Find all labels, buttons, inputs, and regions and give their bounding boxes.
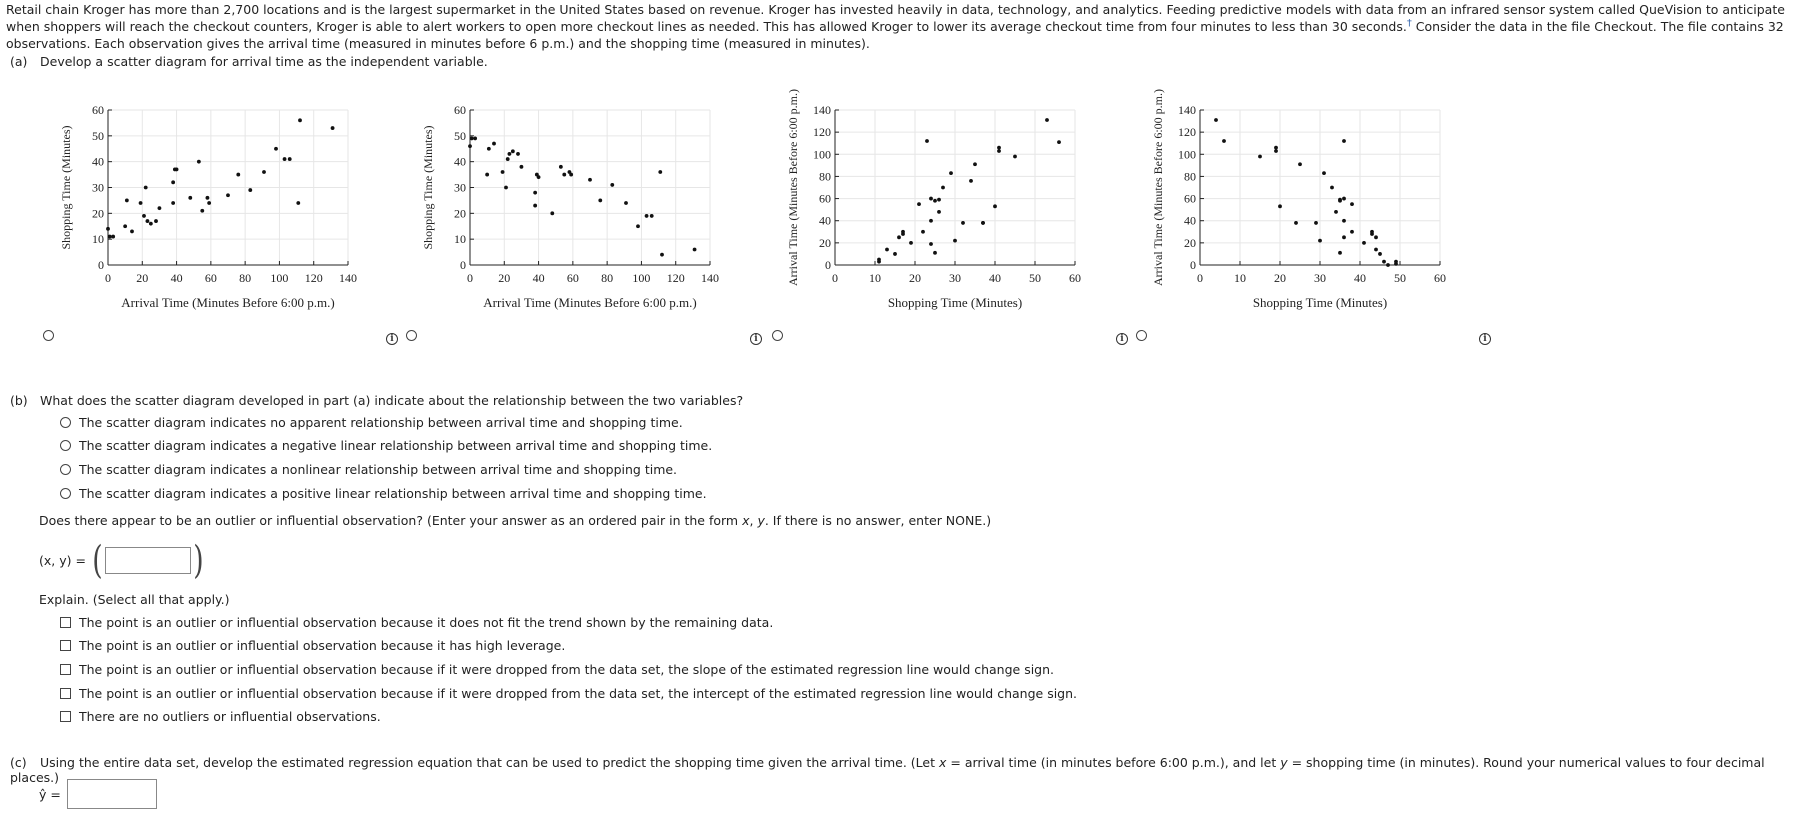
chart-4-radio[interactable]	[1136, 330, 1147, 341]
chart-3-info-icon[interactable]: i	[1116, 333, 1128, 345]
x-tick-label: 10	[1234, 271, 1246, 285]
radio-button[interactable]	[60, 417, 71, 428]
option-label: The scatter diagram indicates a negative linear relationship between arrival time and shopping time.	[79, 438, 713, 453]
problem-intro	[6, 1, 1794, 52]
option-label: The scatter diagram indicates a nonlinear relationship between arrival time and shopping time.	[79, 462, 678, 477]
y-tick-label: 0	[460, 258, 466, 272]
data-point	[262, 170, 266, 174]
regression-answer-row	[39, 779, 157, 809]
option-label: The point is an outlier or influential observation because if it were dropped from the data set, the slope of the estimated regression line would change sign.	[79, 662, 1055, 677]
data-point	[1045, 118, 1049, 122]
data-point	[981, 221, 985, 225]
data-point	[937, 210, 941, 214]
data-point	[125, 199, 129, 203]
part-c	[10, 755, 1800, 785]
regression-equation-input[interactable]	[67, 779, 157, 809]
y-tick-label: 10	[92, 232, 104, 247]
data-point	[142, 214, 146, 218]
data-point	[909, 241, 913, 245]
data-point	[508, 152, 512, 156]
outlier-q-sep: ,	[749, 513, 758, 528]
close-paren: )	[193, 538, 204, 582]
checkbox[interactable]	[60, 664, 71, 675]
data-point	[953, 239, 957, 243]
data-point	[298, 118, 302, 122]
y-tick-label: 0	[98, 258, 104, 272]
data-point	[139, 201, 143, 205]
data-point	[562, 173, 566, 177]
y-tick-label: 20	[454, 206, 466, 221]
x-axis-label: Shopping Time (Minutes)	[887, 295, 1023, 310]
data-point	[588, 178, 592, 182]
explain-option-5[interactable]	[60, 709, 381, 724]
data-point	[961, 221, 965, 225]
data-point	[1382, 260, 1386, 264]
outlier-q-x: x	[742, 513, 750, 528]
x-tick-label: 60	[1069, 271, 1081, 285]
y-tick-label: 20	[92, 206, 104, 221]
checkbox[interactable]	[60, 617, 71, 628]
radio-button[interactable]	[60, 464, 71, 475]
intro-text-2: Consider the data in the file Checkout. The file contains 32 observations. Each observation gives the arrival time (measured in minutes before 6 p.m.) and the shopping time (measured in minutes).	[6, 19, 1784, 51]
x-tick-label: 0	[467, 271, 473, 285]
data-point	[1342, 197, 1346, 201]
chart-4-info-icon[interactable]: i	[1479, 333, 1491, 345]
y-tick-label: 40	[1184, 213, 1196, 228]
x-axis-label: Arrival Time (Minutes Before 6:00 p.m.)	[121, 295, 335, 310]
part-c-x: x	[939, 755, 947, 770]
scatter-chart-2	[420, 80, 730, 345]
data-point	[1298, 162, 1302, 166]
relationship-option-3[interactable]	[60, 462, 677, 477]
data-point	[1374, 248, 1378, 252]
data-point	[885, 248, 889, 252]
data-point	[236, 173, 240, 177]
relationship-option-1[interactable]	[60, 415, 683, 430]
part-c-text-2: = arrival time (in minutes before 6:00 p.m.), and let	[946, 755, 1281, 770]
data-point	[200, 209, 204, 213]
outlier-q-text: Does there appear to be an outlier or influential observation? (Enter your answer as an ordered pair in the form	[39, 513, 743, 528]
y-tick-label: 100	[1178, 147, 1196, 162]
part-a	[10, 54, 488, 69]
x-tick-label: 50	[1029, 271, 1041, 285]
data-point	[901, 232, 905, 236]
data-point	[993, 204, 997, 208]
data-point	[283, 157, 287, 161]
part-b	[10, 393, 743, 408]
option-label: The point is an outlier or influential observation because it does not fit the trend shown by the remaining data.	[79, 615, 774, 630]
explain-option-3[interactable]	[60, 662, 1054, 677]
data-point	[506, 157, 510, 161]
footnote-mark[interactable]: †	[1406, 17, 1412, 29]
x-tick-label: 60	[204, 271, 217, 285]
x-tick-label: 60	[566, 271, 579, 285]
explain-option-1[interactable]	[60, 615, 773, 630]
x-axis-label: Shopping Time (Minutes)	[1252, 295, 1388, 310]
data-point	[660, 253, 664, 257]
data-point	[877, 258, 881, 262]
y-tick-label: 50	[92, 128, 104, 143]
data-point	[1334, 210, 1338, 214]
scatter-chart-3	[785, 80, 1095, 345]
data-point	[501, 170, 505, 174]
data-point	[610, 183, 614, 187]
data-point	[559, 165, 563, 169]
data-point	[144, 186, 148, 190]
data-point	[897, 235, 901, 239]
data-point	[511, 149, 515, 153]
y-axis-label: Arrival Time (Minutes Before 6:00 p.m.)	[1151, 89, 1165, 286]
data-point	[973, 162, 977, 166]
x-tick-label: 120	[304, 271, 323, 285]
y-tick-label: 60	[454, 103, 466, 117]
data-point	[106, 227, 110, 231]
chart-1-radio[interactable]	[43, 330, 54, 341]
data-point	[1314, 221, 1318, 225]
data-point	[636, 224, 640, 228]
data-point	[248, 188, 252, 192]
y-tick-label: 40	[819, 213, 831, 228]
radio-button[interactable]	[60, 440, 71, 451]
open-paren: (	[92, 538, 103, 582]
data-point	[1350, 230, 1354, 234]
x-tick-label: 30	[949, 271, 961, 285]
data-point	[146, 219, 150, 223]
x-tick-label: 100	[632, 271, 651, 285]
data-point	[158, 206, 162, 210]
part-c-text: Using the entire data set, develop the estimated regression equation that can be used to predict the shopping time given the arrival time. (Let	[40, 755, 939, 770]
data-point	[175, 168, 179, 172]
data-point	[933, 251, 937, 255]
y-axis-label: Arrival Time (Minutes Before 6:00 p.m.)	[786, 89, 800, 286]
y-tick-label: 140	[1178, 103, 1196, 117]
outlier-q-text-2: . If there is no answer, enter NONE.)	[764, 513, 992, 528]
explain-option-4[interactable]	[60, 686, 1077, 701]
x-tick-label: 0	[1197, 271, 1203, 285]
data-point	[937, 198, 941, 202]
data-point	[1057, 140, 1061, 144]
data-point	[1258, 155, 1262, 159]
part-c-label: (c)	[10, 755, 27, 770]
data-point	[1274, 149, 1278, 153]
data-point	[331, 126, 335, 130]
x-tick-label: 40	[1354, 271, 1366, 285]
y-tick-label: 0	[1190, 258, 1196, 272]
scatter-chart-1	[58, 80, 368, 345]
data-point	[123, 224, 127, 228]
option-label: There are no outliers or influential observations.	[79, 709, 381, 724]
y-tick-label: 140	[813, 103, 831, 117]
data-point	[470, 137, 474, 141]
outlier-q-y: y	[757, 513, 765, 528]
y-tick-label: 120	[1178, 125, 1196, 140]
data-point	[1342, 219, 1346, 223]
data-point	[288, 157, 292, 161]
data-point	[658, 170, 662, 174]
data-point	[1342, 235, 1346, 239]
data-point	[171, 180, 175, 184]
data-point	[520, 165, 524, 169]
data-point	[1374, 235, 1378, 239]
data-point	[296, 201, 300, 205]
part-c-text-3: = shopping time (in minutes). Round your numerical values to four decimal places.)	[10, 755, 1765, 785]
x-tick-label: 120	[666, 271, 685, 285]
y-tick-label: 60	[1184, 191, 1196, 206]
part-b-label: (b)	[10, 393, 28, 408]
data-point	[1322, 171, 1326, 175]
data-point	[492, 142, 496, 146]
data-point	[130, 230, 134, 234]
data-point	[487, 147, 491, 151]
checkbox[interactable]	[60, 711, 71, 722]
data-point	[949, 171, 953, 175]
y-tick-label: 0	[825, 258, 831, 272]
data-point	[1394, 262, 1398, 266]
x-tick-label: 20	[1274, 271, 1286, 285]
radio-button[interactable]	[60, 488, 71, 499]
data-point	[550, 211, 554, 215]
part-b-question: What does the scatter diagram developed in part (a) indicate about the relationship between the two variables?	[40, 393, 744, 408]
data-point	[197, 160, 201, 164]
data-point	[650, 214, 654, 218]
ordered-pair-input[interactable]	[105, 547, 191, 574]
data-point	[1378, 252, 1382, 256]
y-tick-label: 60	[819, 191, 831, 206]
x-axis-label: Arrival Time (Minutes Before 6:00 p.m.)	[483, 295, 697, 310]
x-tick-label: 100	[270, 271, 289, 285]
data-point	[1274, 146, 1278, 150]
checkbox[interactable]	[60, 688, 71, 699]
yhat-label: ŷ =	[39, 786, 61, 802]
data-point	[485, 173, 489, 177]
x-tick-label: 30	[1314, 271, 1326, 285]
data-point	[108, 235, 112, 239]
data-point	[1342, 139, 1346, 143]
y-tick-label: 80	[819, 169, 831, 184]
pair-label: (x, y) =	[39, 552, 86, 568]
data-point	[171, 201, 175, 205]
data-point	[188, 196, 192, 200]
y-tick-label: 50	[454, 128, 466, 143]
data-point	[929, 242, 933, 246]
x-tick-label: 140	[339, 271, 357, 285]
y-tick-label: 120	[813, 125, 831, 140]
data-point	[645, 214, 649, 218]
option-label: The scatter diagram indicates no apparent relationship between arrival time and shopping time.	[79, 415, 683, 430]
data-point	[917, 202, 921, 206]
part-c-y: y	[1280, 755, 1288, 770]
outlier-question	[39, 513, 991, 528]
data-point	[933, 199, 937, 203]
y-axis-label: Shopping Time (Minutes)	[421, 125, 435, 250]
x-tick-label: 0	[832, 271, 838, 285]
x-tick-label: 40	[170, 271, 183, 285]
data-point	[929, 219, 933, 223]
data-point	[997, 149, 1001, 153]
x-tick-label: 20	[136, 271, 149, 285]
data-point	[921, 230, 925, 234]
data-point	[929, 197, 933, 201]
y-tick-label: 100	[813, 147, 831, 162]
data-point	[1278, 204, 1282, 208]
data-point	[1214, 118, 1218, 122]
chart-2-info-icon[interactable]: i	[750, 333, 762, 345]
data-point	[473, 137, 477, 141]
y-tick-label: 20	[819, 235, 831, 250]
data-point	[1386, 263, 1390, 267]
data-point	[1338, 199, 1342, 203]
data-point	[1338, 251, 1342, 255]
x-tick-label: 40	[989, 271, 1001, 285]
ordered-pair-row	[39, 538, 206, 582]
data-point	[226, 193, 230, 197]
option-label: The point is an outlier or influential observation because if it were dropped from the data set, the intercept of the estimated regression line would change sign.	[79, 686, 1078, 701]
x-tick-label: 40	[532, 271, 545, 285]
data-point	[1294, 221, 1298, 225]
data-point	[537, 175, 541, 179]
intro-text: Retail chain Kroger has more than 2,700 locations and is the largest supermarket in the United States based on revenue. Kroger has invested heavily in data, technology, and analytics. Feeding predictive models with data from an infrared sensor system called QueVision to anticipate when shoppers will reach the checkout counters, Kroger is able to alert workers to open more checkout lines as needed. This has allowed Kroger to lower its average checkout time from four minutes to less than 30 seconds.	[6, 2, 1785, 34]
data-point	[1222, 139, 1226, 143]
y-tick-label: 20	[1184, 235, 1196, 250]
y-tick-label: 40	[92, 154, 104, 169]
part-a-label: (a)	[10, 54, 28, 69]
y-tick-label: 60	[92, 103, 104, 117]
chart-3-radio[interactable]	[772, 330, 783, 341]
data-point	[598, 199, 602, 203]
data-point	[1362, 241, 1366, 245]
data-point	[149, 222, 153, 226]
y-axis-label: Shopping Time (Minutes)	[59, 125, 73, 250]
data-point	[533, 204, 537, 208]
x-tick-label: 0	[105, 271, 111, 285]
x-tick-label: 140	[701, 271, 719, 285]
data-point	[997, 146, 1001, 150]
scatter-chart-4	[1150, 80, 1460, 345]
data-point	[1330, 186, 1334, 190]
y-tick-label: 30	[454, 180, 466, 195]
data-point	[893, 252, 897, 256]
checkbox[interactable]	[60, 640, 71, 651]
chart-2-radio[interactable]	[406, 330, 417, 341]
data-point	[569, 173, 573, 177]
relationship-option-2[interactable]	[60, 438, 712, 453]
data-point	[274, 147, 278, 151]
data-point	[533, 191, 537, 195]
option-label: The scatter diagram indicates a positive linear relationship between arrival time and shopping time.	[79, 486, 707, 501]
data-point	[969, 179, 973, 183]
data-point	[1350, 202, 1354, 206]
part-a-question: Develop a scatter diagram for arrival time as the independent variable.	[40, 54, 488, 69]
x-tick-label: 10	[869, 271, 881, 285]
data-point	[207, 201, 211, 205]
data-point	[925, 139, 929, 143]
x-tick-label: 50	[1394, 271, 1406, 285]
data-point	[468, 144, 472, 148]
data-point	[624, 201, 628, 205]
option-label: The point is an outlier or influential observation because it has high leverage.	[79, 638, 566, 653]
data-point	[504, 186, 508, 190]
x-tick-label: 80	[601, 271, 614, 285]
data-point	[111, 235, 115, 239]
chart-1-info-icon[interactable]: i	[386, 333, 398, 345]
data-point	[1318, 239, 1322, 243]
data-point	[206, 196, 210, 200]
y-tick-label: 80	[1184, 169, 1196, 184]
data-point	[1013, 155, 1017, 159]
y-tick-label: 10	[454, 232, 466, 247]
relationship-option-4[interactable]	[60, 486, 707, 501]
data-point	[941, 186, 945, 190]
data-point	[154, 219, 158, 223]
x-tick-label: 80	[239, 271, 252, 285]
x-tick-label: 60	[1434, 271, 1446, 285]
y-tick-label: 40	[454, 154, 466, 169]
data-point	[693, 248, 697, 252]
x-tick-label: 20	[498, 271, 511, 285]
x-tick-label: 20	[909, 271, 921, 285]
y-tick-label: 30	[92, 180, 104, 195]
explain-option-2[interactable]	[60, 638, 565, 653]
explain-label: Explain. (Select all that apply.)	[39, 592, 230, 607]
data-point	[516, 152, 520, 156]
data-point	[1370, 230, 1374, 234]
